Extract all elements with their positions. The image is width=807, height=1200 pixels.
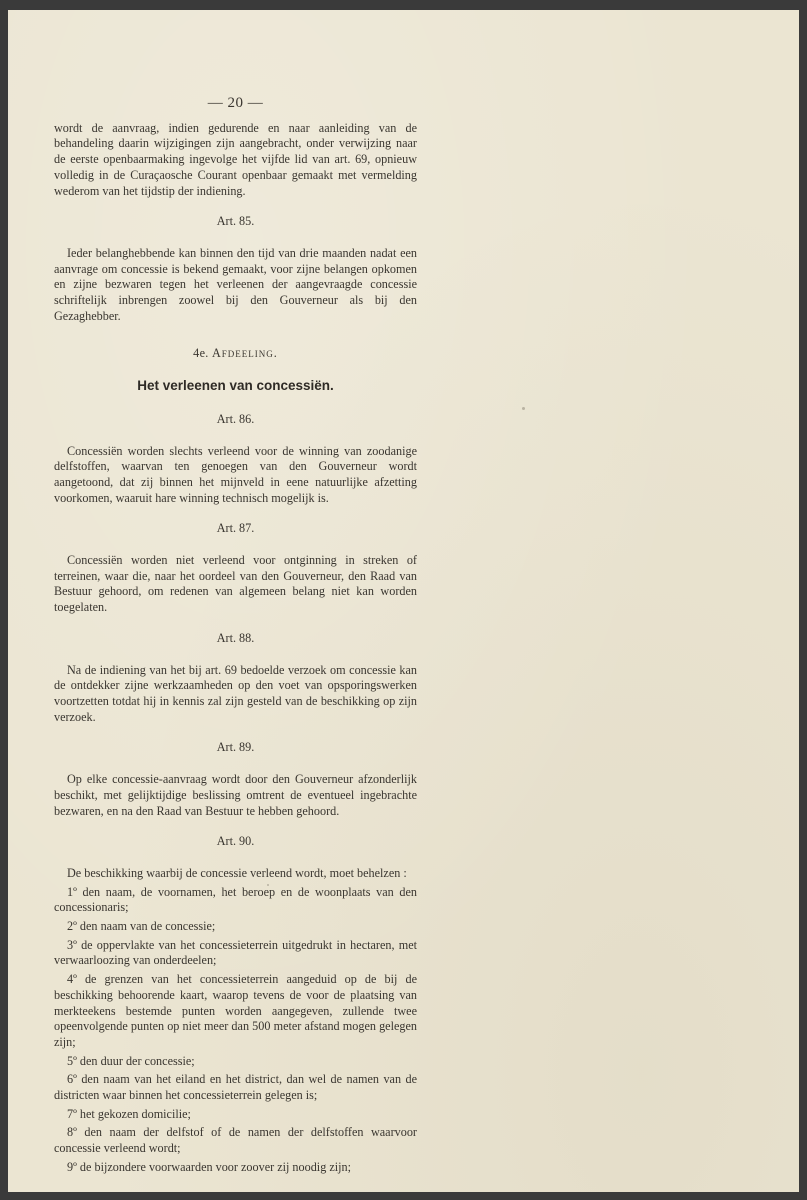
article-90-item: 9º de bijzondere voorwaarden voor zoover zij noodig zijn; [67, 1159, 351, 1174]
article-90-intro: De beschikking waarbij de concessie verleend wordt, moet behelzen : [67, 865, 407, 880]
article-86-heading: Art. 86. [216, 411, 255, 426]
article-89-heading: Art. 89. [216, 740, 255, 755]
intro-paragraph: wordt de aanvraag, indien gedurende en naar aanleiding van de behandeling daarin wijzigingen zijn aangebracht, onder verwijzing naar de eerste openbaarmaking ingevolge het vijfde lid van art. 69, opnieuw volledig in de Curaçaosche Courant openbaar gemaakt met vermelding wederom van het tijdstip der indiening. [54, 120, 417, 198]
section-heading [54, 346, 417, 362]
section-title: Het verleenen van concessiën. [137, 378, 334, 394]
article-90-item: 1º den naam, de voornamen, het beroep en de woonplaats van den concessionaris; [54, 884, 417, 915]
article-89-text: Op elke concessie-aanvraag wordt door den Gouverneur afzonderlijk beschikt, met gelijktijdige beslissing omtrent de eventueel ingebrachte bezwaren, en na den Raad van Bestuur te hebben gehoord. [54, 772, 417, 818]
page-content [54, 96, 417, 1179]
article-85-text: Ieder belanghebbende kan binnen den tijd van drie maanden nadat een aanvrage om concessie is bekend gemaakt, voor zijne belangen opkomen en zijne bezwaren tegen het verleenen der aangevraagde concessie schriftelijk inbrengen zoowel bij den Gouverneur als bij den Gezaghebber. [54, 245, 417, 323]
article-90-item: 7º het gekozen domicilie; [67, 1106, 191, 1121]
article-90-item: 4º de grenzen van het concessieterrein aangeduid op de bij de beschikking behoorende kaart, waarop tevens de voor de plaatsing van merkteekens bestemde punten worden aangegeven, zullende twee opeenvolgende punten op niet meer dan 500 meter afstand mogen gelegen zijn; [54, 972, 417, 1049]
article-90-heading: Art. 90. [216, 834, 255, 849]
article-90-item: 2º den naam van de concessie; [67, 919, 216, 934]
article-88-heading: Art. 88. [216, 630, 255, 645]
article-90-item: 8º den naam der delfstof of de namen der delfstoffen waarvoor concessie verleend wordt; [54, 1125, 417, 1156]
page-number: — 20 — [207, 95, 264, 111]
article-88-text: Na de indiening van het bij art. 69 bedoelde verzoek om concessie kan de ontdekker zijne werkzaamheden op den voet van opsporingswerken voortzetten totdat hij in kennis zal zijn gesteld van de beschikking op zijn verzoek. [54, 662, 417, 724]
article-90-item: 5º den duur der concessie; [67, 1053, 195, 1068]
section-label: Afdeeling. [211, 346, 278, 361]
article-90-item: 6º den naam van het eiland en het district, dan wel de namen van de districten waar binnen het concessieterrein gelegen is; [54, 1072, 417, 1103]
article-87-text: Concessiën worden niet verleend voor ontginning in streken of terreinen, waar die, naar het oordeel van den Gouverneur, den Raad van Bestuur gehoord, om redenen van algemeen belang niet kan worden toegelaten. [54, 553, 417, 615]
paper-speck [522, 407, 525, 410]
article-85-heading: Art. 85. [216, 214, 255, 229]
section-number: 4e. [193, 346, 209, 361]
article-90-item: 3º de oppervlakte van het concessieterrein uitgedrukt in hectaren, met verwaarloozing van onderdeelen; [54, 937, 417, 968]
document-page [8, 10, 799, 1192]
article-86-text: Concessiën worden slechts verleend voor de winning van zoodanige delfstoffen, waarvan ten genoegen van den Gouverneur wordt aangetoond, dat zij binnen het mijnveld in eene natuurlijke afzetting voorkomen, waaruit hare winning technisch mogelijk is. [54, 443, 417, 505]
article-87-heading: Art. 87. [216, 521, 255, 536]
